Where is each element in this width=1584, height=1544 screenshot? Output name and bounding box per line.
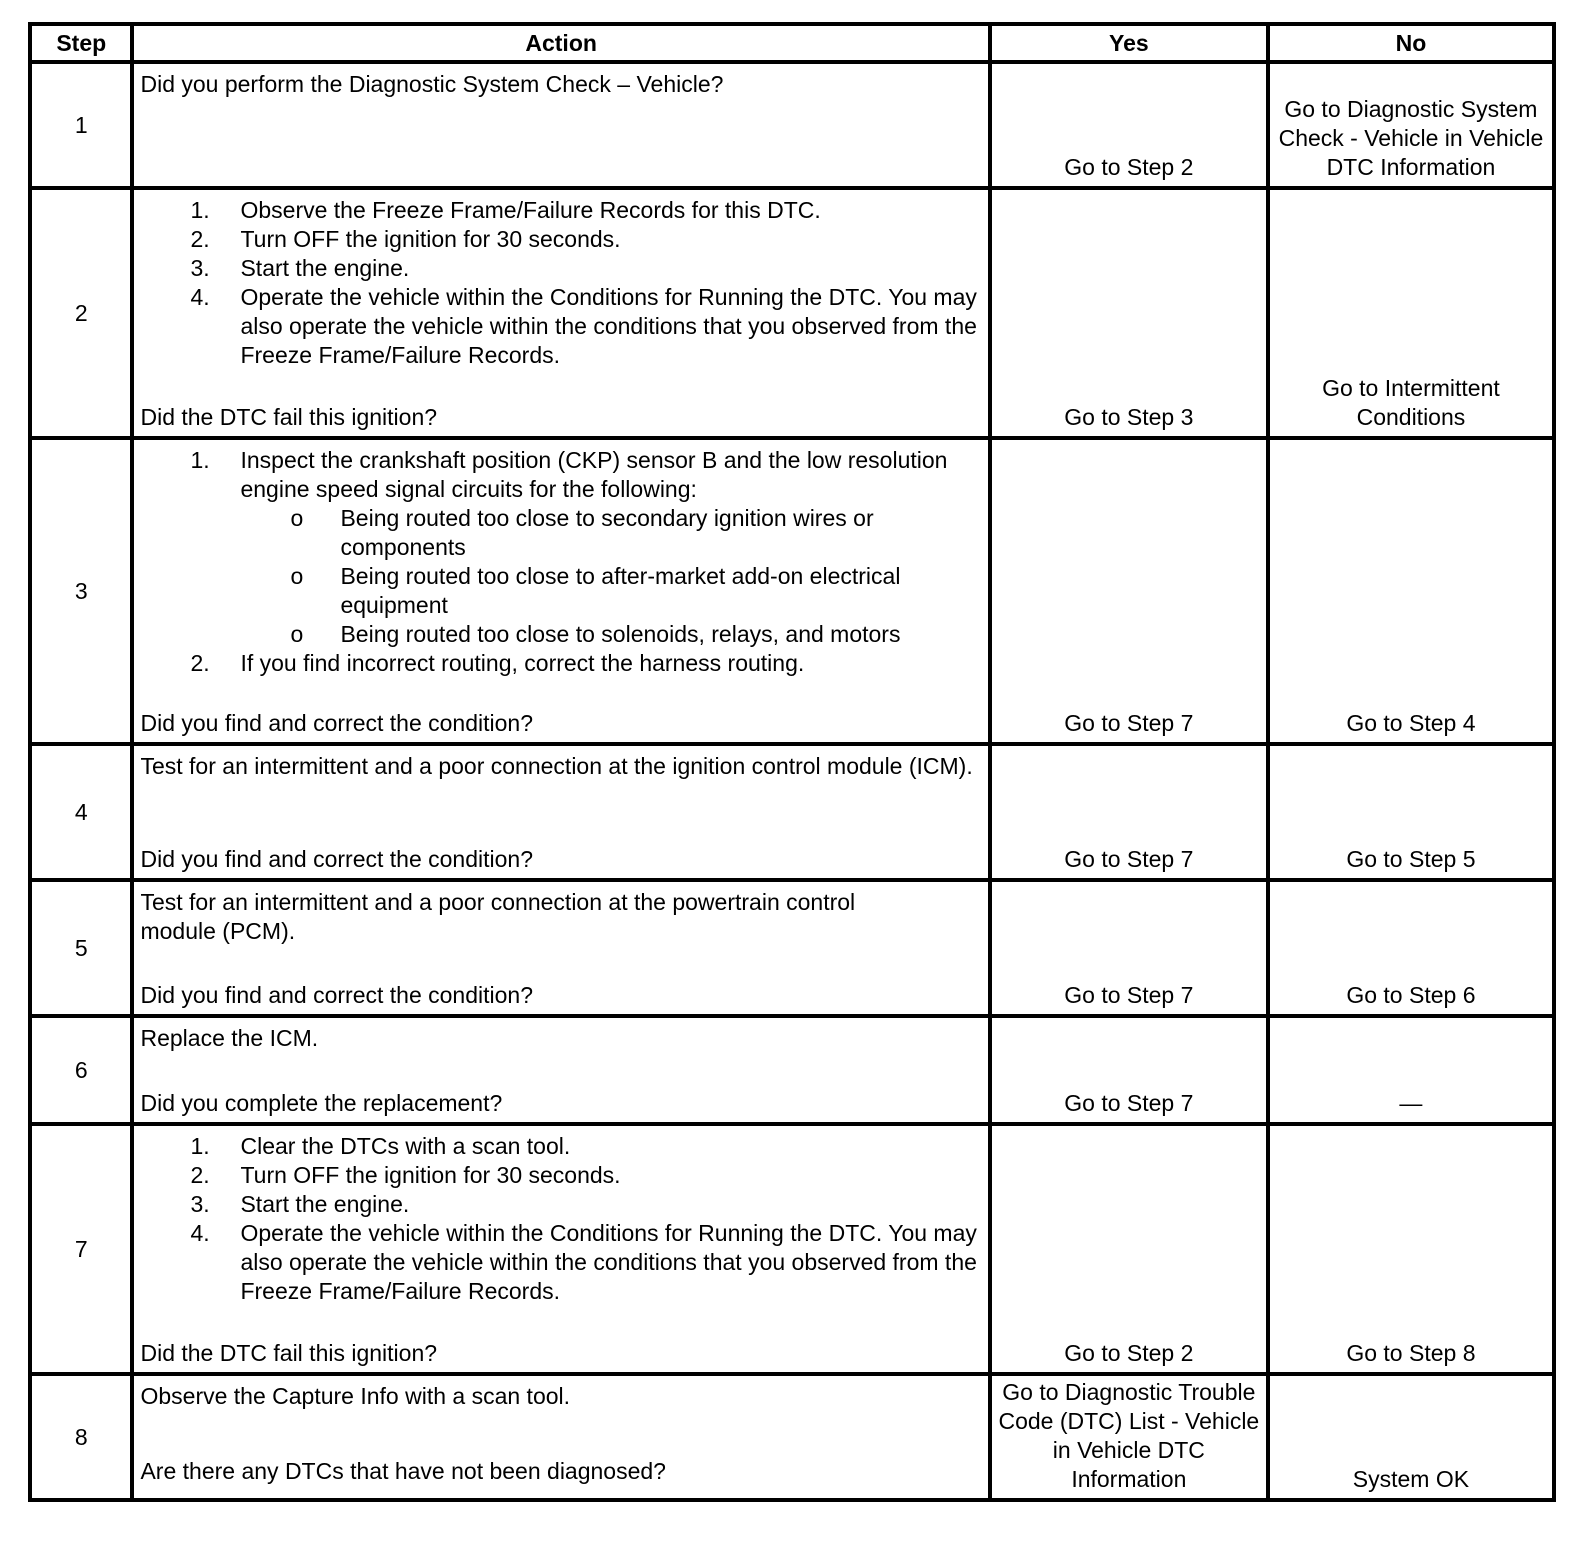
no-cell <box>1268 1374 1554 1500</box>
action-step: 4. Operate the vehicle within the Conditions for Running the DTC. You may also operate the vehicle within the conditions that you observed from the Freeze Frame/Failure Records. <box>190 284 977 368</box>
yes-result: Go to Diagnostic Trouble Code (DTC) List - Vehicle in Vehicle DTC Information <box>998 1379 1260 1492</box>
action-question: Are there any DTCs that have not been diagnosed? <box>140 1458 666 1484</box>
sub-item: o Being routed too close to solenoids, relays, and motors <box>290 621 901 647</box>
action-step: 1. Clear the DTCs with a scan tool. <box>190 1133 571 1159</box>
yes-cell <box>990 62 1268 188</box>
action-step: 2. Turn OFF the ignition for 30 seconds. <box>190 226 621 252</box>
no-result: Go to Step 6 <box>1346 982 1476 1008</box>
yes-cell <box>990 1124 1268 1374</box>
action-step: 4. Operate the vehicle within the Conditions for Running the DTC. You may also operate the vehicle within the conditions that you observed from the Freeze Frame/Failure Records. <box>190 1220 977 1304</box>
step-number: 4 <box>30 744 132 880</box>
yes-result: Go to Step 3 <box>1064 404 1194 430</box>
table-row <box>30 744 1554 880</box>
header-row <box>30 24 1554 62</box>
action-step: 2. If you find incorrect routing, correct the harness routing. <box>190 650 805 676</box>
step-number: 8 <box>30 1374 132 1500</box>
no-result: Go to Diagnostic System Check - Vehicle in Vehicle DTC Information <box>1278 96 1544 180</box>
diagnostic-table-wrapper <box>28 22 1556 1502</box>
yes-cell <box>990 438 1268 744</box>
action-question: Did you find and correct the condition? <box>140 846 533 872</box>
sub-item: o Being routed too close to secondary ignition wires or components <box>290 505 874 560</box>
action-step: 3. Start the engine. <box>190 255 410 281</box>
action-question: Did you complete the replacement? <box>140 1090 503 1116</box>
table-row <box>30 62 1554 188</box>
no-result: Go to Step 4 <box>1346 710 1476 736</box>
action-steps-list <box>140 196 983 370</box>
yes-result: Go to Step 7 <box>1064 710 1194 736</box>
no-cell <box>1268 880 1554 1016</box>
no-cell <box>1268 744 1554 880</box>
action-text: Replace the ICM. <box>140 1025 319 1051</box>
yes-result: Go to Step 7 <box>1064 846 1194 872</box>
table-row <box>30 438 1554 744</box>
yes-cell <box>990 880 1268 1016</box>
sub-item: o Being routed too close to after-market add-on electrical equipment <box>290 563 901 618</box>
yes-result: Go to Step 7 <box>1064 1090 1194 1116</box>
action-question: Did the DTC fail this ignition? <box>140 1340 438 1366</box>
no-cell <box>1268 188 1554 438</box>
step-number: 5 <box>30 880 132 1016</box>
action-cell <box>132 1374 989 1500</box>
yes-cell <box>990 1374 1268 1500</box>
action-question: Did you find and correct the condition? <box>140 710 533 736</box>
step-number: 1 <box>30 62 132 188</box>
table-row <box>30 188 1554 438</box>
action-cell <box>132 744 989 880</box>
no-result: Go to Intermittent Conditions <box>1322 375 1500 430</box>
no-cell <box>1268 1124 1554 1374</box>
action-step: 1. Inspect the crankshaft position (CKP) sensor B and the low resolution engine speed signal circuits for the following: o Being routed too close to secondary ignition wires or components o Being routed too close to after-market add-on electrical equipment o Being routed too close to solenoids, relays, and motors <box>140 446 983 649</box>
yes-cell <box>990 188 1268 438</box>
action-steps-list <box>140 446 983 678</box>
no-cell <box>1268 1016 1554 1124</box>
header-action: Action <box>132 24 989 62</box>
step-number: 2 <box>30 188 132 438</box>
step-number: 6 <box>30 1016 132 1124</box>
action-steps-list <box>140 1132 983 1306</box>
yes-cell <box>990 744 1268 880</box>
step-number: 3 <box>30 438 132 744</box>
header-yes: Yes <box>990 24 1268 62</box>
action-cell <box>132 62 989 188</box>
header-no: No <box>1268 24 1554 62</box>
action-cell <box>132 1124 989 1374</box>
no-cell <box>1268 62 1554 188</box>
header-step: Step <box>30 24 132 62</box>
action-question: Did the DTC fail this ignition? <box>140 404 438 430</box>
no-result: Go to Step 5 <box>1346 846 1476 872</box>
no-result: Go to Step 8 <box>1346 1340 1476 1366</box>
no-result: — <box>1399 1090 1423 1116</box>
action-question: Did you find and correct the condition? <box>140 982 533 1008</box>
yes-result: Go to Step 2 <box>1064 154 1194 180</box>
sub-list <box>240 504 983 649</box>
diagnostic-table <box>28 22 1556 1502</box>
table-row <box>30 1374 1554 1500</box>
action-text: Test for an intermittent and a poor connection at the ignition control module (ICM). <box>140 753 973 779</box>
action-cell <box>132 880 989 1016</box>
action-step: 3. Start the engine. <box>190 1191 410 1217</box>
table-row <box>30 880 1554 1016</box>
action-text: Observe the Capture Info with a scan tool. <box>140 1383 571 1409</box>
no-cell <box>1268 438 1554 744</box>
yes-result: Go to Step 2 <box>1064 1340 1194 1366</box>
action-step: 2. Turn OFF the ignition for 30 seconds. <box>190 1162 621 1188</box>
action-text: Test for an intermittent and a poor connection at the powertrain control module (PCM). <box>140 889 856 944</box>
no-result: System OK <box>1352 1466 1470 1492</box>
action-step: 1. Observe the Freeze Frame/Failure Records for this DTC. <box>190 197 821 223</box>
yes-result: Go to Step 7 <box>1064 982 1194 1008</box>
yes-cell <box>990 1016 1268 1124</box>
step-number: 7 <box>30 1124 132 1374</box>
action-question: Did you perform the Diagnostic System Check – Vehicle? <box>140 71 724 97</box>
action-cell <box>132 1016 989 1124</box>
table-row <box>30 1016 1554 1124</box>
action-cell <box>132 188 989 438</box>
action-cell <box>132 438 989 744</box>
table-row <box>30 1124 1554 1374</box>
